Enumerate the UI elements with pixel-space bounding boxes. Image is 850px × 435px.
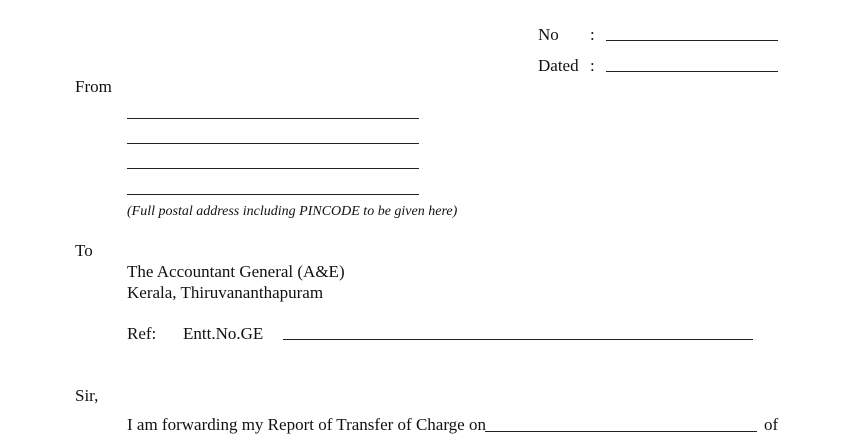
from-address-line-1[interactable] xyxy=(127,100,419,119)
ref-label: Ref: xyxy=(127,324,157,343)
no-input[interactable] xyxy=(606,23,778,41)
dated-colon: : xyxy=(590,56,595,75)
to-address-line-1: The Accountant General (A&E) xyxy=(127,262,345,281)
from-label: From xyxy=(75,77,112,96)
body-sentence-end: of xyxy=(764,415,779,434)
salutation: Sir, xyxy=(75,386,99,405)
from-address-input-1[interactable] xyxy=(127,101,419,119)
to-address-line-2: Kerala, Thiruvananthapuram xyxy=(127,283,324,302)
no-colon: : xyxy=(590,25,595,44)
no-field[interactable] xyxy=(606,22,778,41)
from-address-line-3[interactable] xyxy=(127,150,419,169)
transfer-date-input[interactable] xyxy=(485,414,757,432)
entt-field[interactable] xyxy=(283,321,753,340)
body-sentence-start: I am forwarding my Report of Transfer of Charge on xyxy=(127,415,486,434)
from-address-input-3[interactable] xyxy=(127,151,419,169)
to-label: To xyxy=(75,241,93,260)
dated-field[interactable] xyxy=(606,53,778,72)
from-address-line-2[interactable] xyxy=(127,125,419,144)
dated-input[interactable] xyxy=(606,54,778,72)
from-address-input-2[interactable] xyxy=(127,126,419,144)
dated-label: Dated xyxy=(538,56,579,75)
from-address-input-4[interactable] xyxy=(127,177,419,195)
entt-label: Entt.No.GE xyxy=(183,324,264,343)
no-label: No xyxy=(538,25,559,44)
from-address-line-4[interactable] xyxy=(127,176,419,195)
entt-input[interactable] xyxy=(283,322,753,340)
transfer-date-field[interactable] xyxy=(485,413,757,432)
address-note: (Full postal address including PINCODE to be given here) xyxy=(127,204,458,219)
